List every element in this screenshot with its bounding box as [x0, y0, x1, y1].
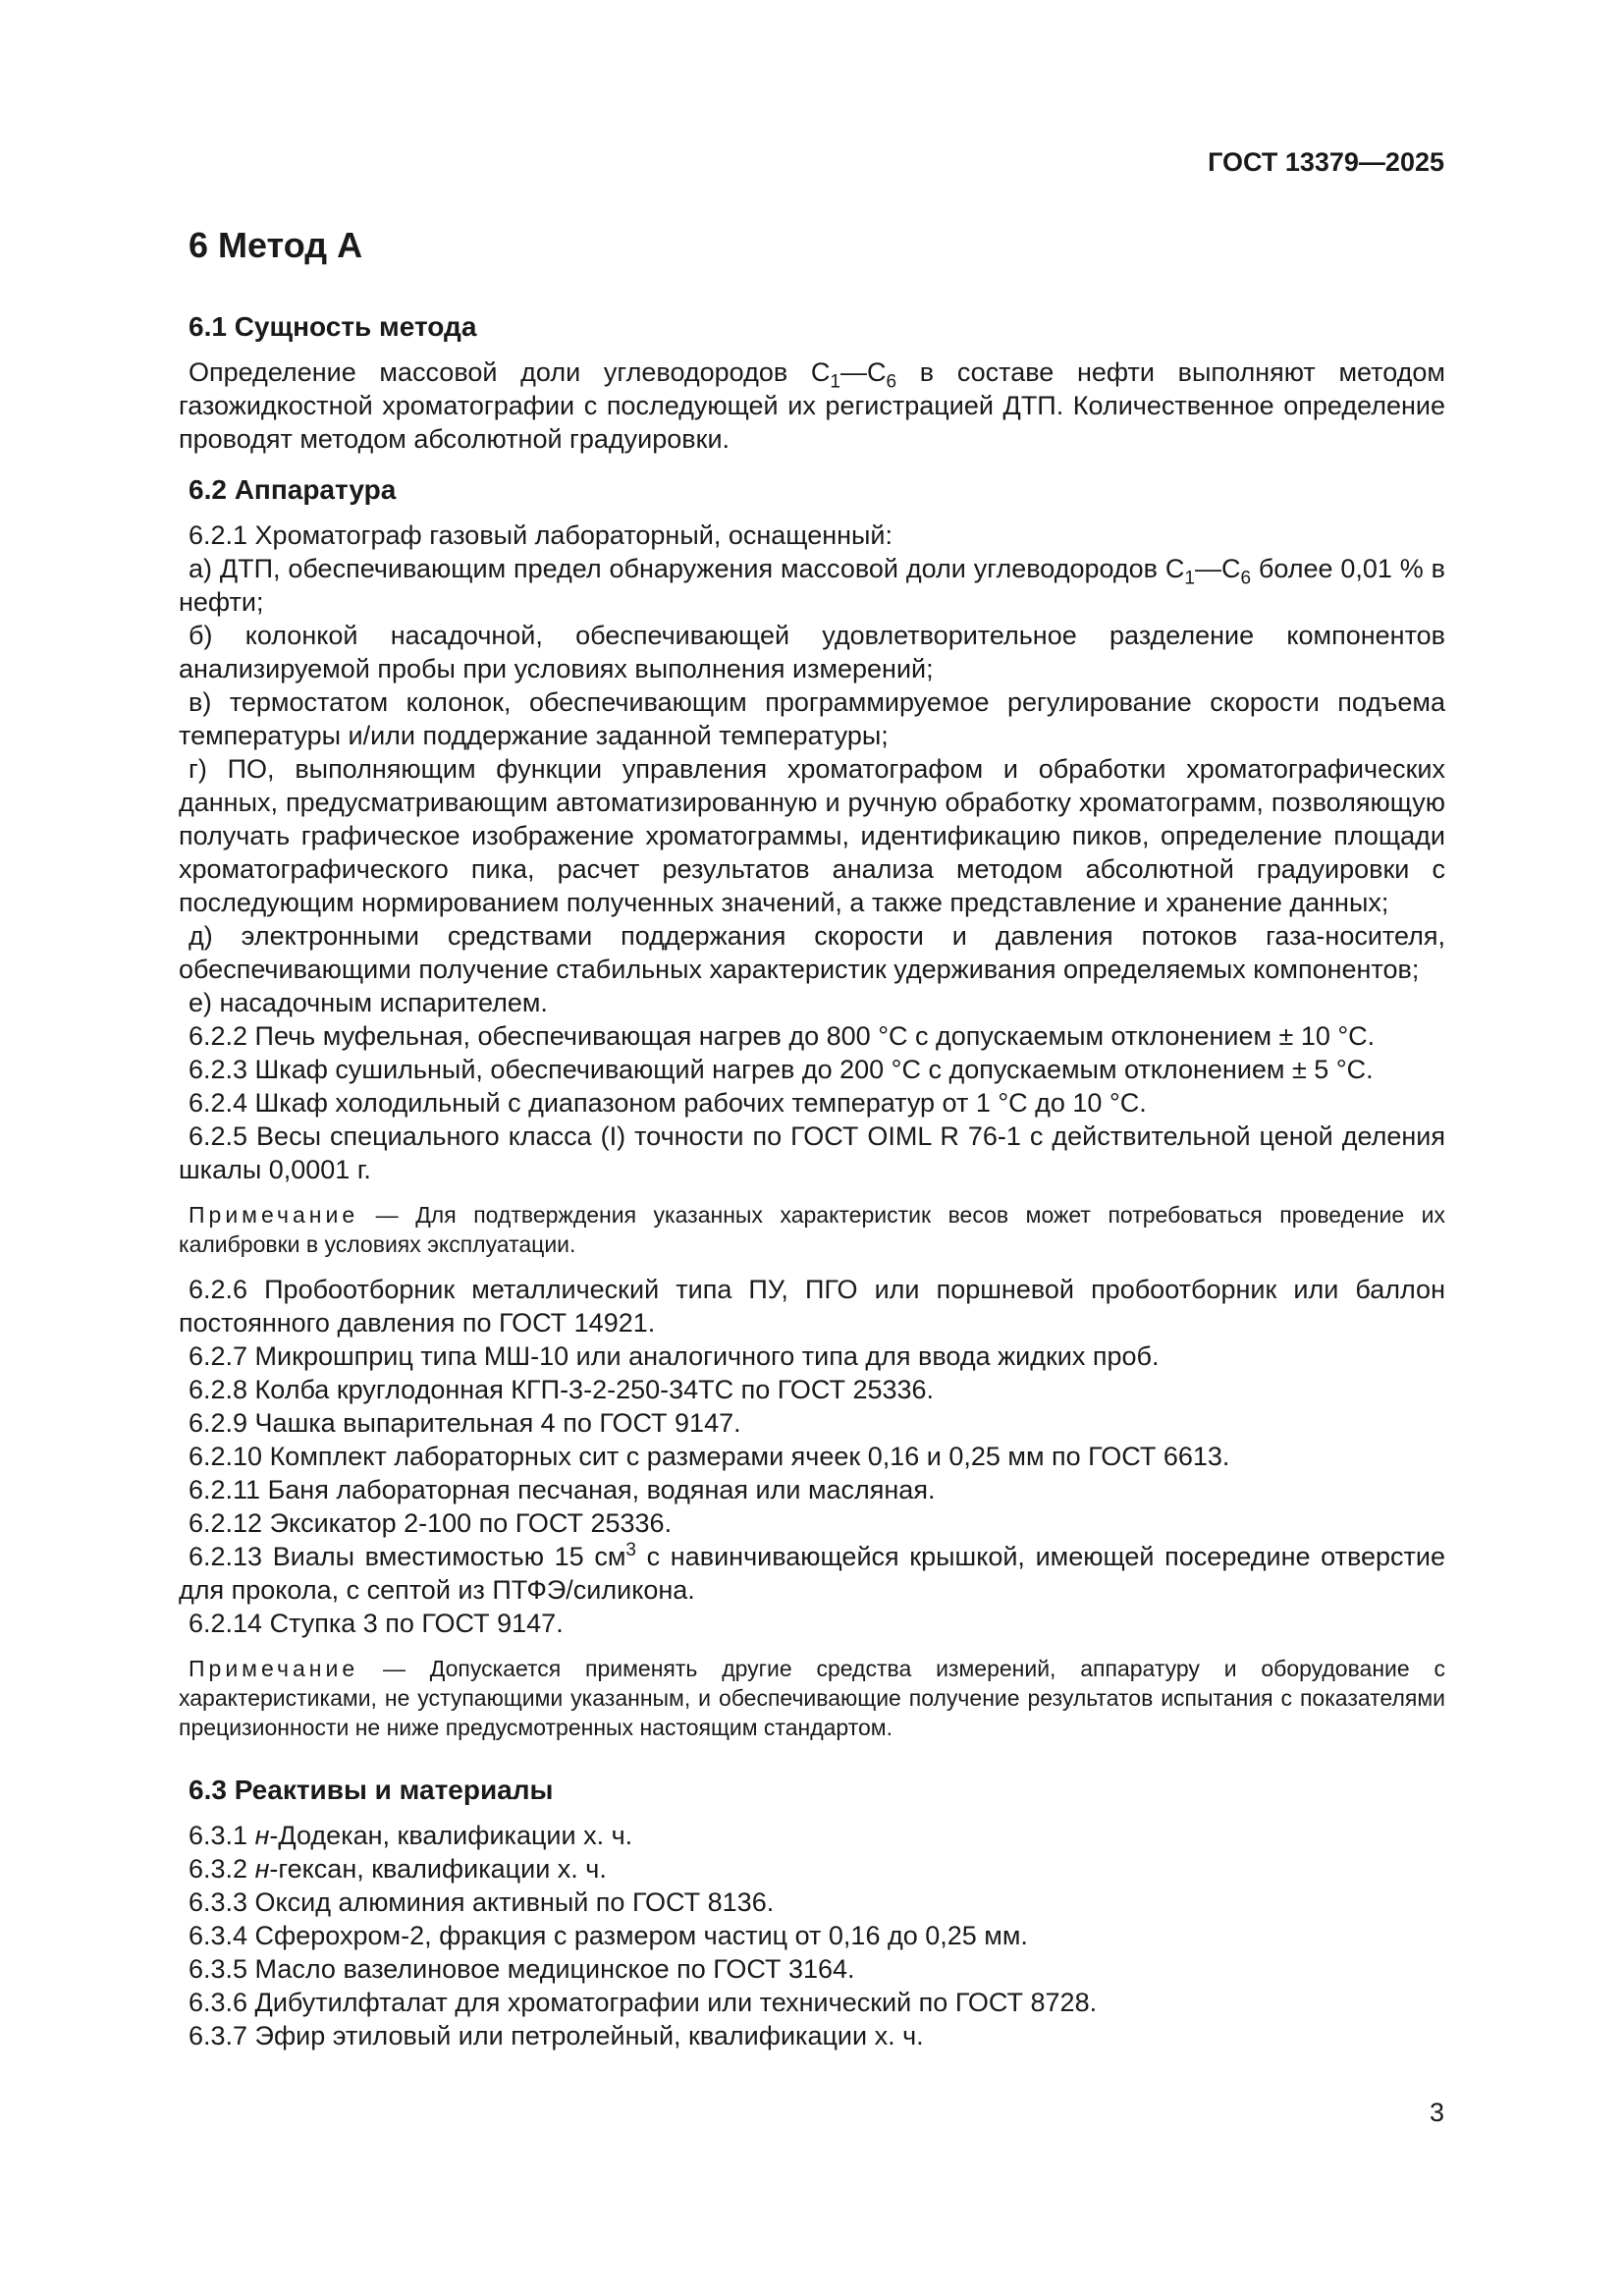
- standard-code: ГОСТ 13379—2025: [1208, 147, 1444, 177]
- item-6-3-3: 6.3.3 Оксид алюминия активный по ГОСТ 8136.: [189, 1887, 775, 1917]
- item-6-3-1: 6.3.1 н-Додекан, квалификации х. ч.: [189, 1821, 633, 1850]
- item-6-2-2: 6.2.2 Печь муфельная, обеспечивающая нагрев до 800 °С с допускаемым отклонением ± 10 °С.: [189, 1021, 1376, 1051]
- item-6-3-4: 6.3.4 Сферохром-2, фракция с размером частиц от 0,16 до 0,25 мм.: [189, 1921, 1028, 1950]
- item-6-2-5: 6.2.5 Весы специального класса (I) точности по ГОСТ OIML R 76-1 с действительной ценой деления шкалы 0,0001 г.: [179, 1121, 1445, 1184]
- item-6-2-13: 6.2.13 Виалы вместимостью 15 $см^3$ с навинчивающейся крышкой, имеющей посередине отверстие для прокола, с септой из ПТФЭ/силикона.: [179, 1540, 1446, 1605]
- item-6-3-2: 6.3.2 н-гексан, квалификации х. ч.: [189, 1854, 607, 1884]
- subsection-title-6-3: 6.3 Реактивы и материалы: [189, 1775, 554, 1805]
- item-6-2-1-a: а) ДТП, обеспечивающим предел обнаружения массовой доли углеводородов $С_1—С_6$ более 0,01 % в нефти;: [179, 554, 1445, 617]
- item-6-2-1-v: в) термостатом колонок, обеспечивающим программируемое регулирование скорости подъема температуры и/или поддержание заданной температуры;: [179, 687, 1445, 750]
- item-6-2-1-e: е) насадочным испарителем.: [189, 988, 548, 1017]
- item-6-2-1-g: г) ПО, выполняющим функции управления хроматографом и обработки хроматографических данных, предусматривающим автоматизированную и ручную обработку хроматограмм, позволяющую получать графическое изображение хроматограммы, идентификацию пиков, определение площади хроматографического пика, расчет результатов анализа методом абсолютной градуировки с последующим нормированием полученных значений, а также представление и хранение данных;: [179, 754, 1445, 917]
- section-title: 6 Метод А: [189, 225, 363, 265]
- item-6-2-7: 6.2.7 Микрошприц типа МШ-10 или аналогичного типа для ввода жидких проб.: [189, 1341, 1160, 1371]
- item-6-2-3: 6.2.3 Шкаф сушильный, обеспечивающий нагрев до 200 °С с допускаемым отклонением ± 5 °С.: [189, 1055, 1374, 1084]
- subsection-title-6-1: 6.1 Сущность метода: [189, 311, 477, 342]
- item-6-2-4: 6.2.4 Шкаф холодильный с диапазоном рабочих температур от 1 °С до 10 °С.: [189, 1088, 1147, 1118]
- item-6-2-1-b: б) колонкой насадочной, обеспечивающей удовлетворительное разделение компонентов анализируемой пробы при условиях выполнения измерений;: [179, 621, 1445, 683]
- page-content: [179, 224, 1445, 2052]
- subsection-title-6-2: 6.2 Аппаратура: [189, 474, 397, 505]
- page-number: 3: [1429, 2098, 1444, 2127]
- item-6-2-12: 6.2.12 Эксикатор 2-100 по ГОСТ 25336.: [189, 1508, 673, 1538]
- item-6-2-11: 6.2.11 Баня лабораторная песчаная, водяная или масляная.: [189, 1475, 936, 1504]
- item-6-2-14: 6.2.14 Ступка 3 по ГОСТ 9147.: [189, 1609, 564, 1638]
- item-6-3-6: 6.3.6 Дибутилфталат для хроматографии или технический по ГОСТ 8728.: [189, 1988, 1098, 2017]
- item-6-2-1: 6.2.1 Хроматограф газовый лабораторный, оснащенный:: [189, 520, 893, 550]
- note-2: Примечание — Допускается применять другие средства измерений, аппаратуру и оборудование с характеристиками, не уступающими указанным, и обеспечивающие получение результатов испытания с показателями прецизионности не ниже предусмотренных настоящим стандартом.: [179, 1656, 1445, 1740]
- item-6-2-6: 6.2.6 Пробоотборник металлический типа ПУ, ПГО или поршневой пробоотборник или баллон постоянного давления по ГОСТ 14921.: [179, 1275, 1445, 1338]
- item-6-2-1-d: д) электронными средствами поддержания скорости и давления потоков газа-носителя, обеспечивающими получение стабильных характеристик удерживания определяемых компонентов;: [179, 921, 1445, 984]
- item-6-3-5: 6.3.5 Масло вазелиновое медицинское по ГОСТ 3164.: [189, 1954, 855, 1984]
- note-1: Примечание — Для подтверждения указанных характеристик весов может потребоваться проведение их калибровки в условиях эксплуатации.: [179, 1202, 1445, 1257]
- item-6-2-8: 6.2.8 Колба круглодонная КГП-3-2-250-34ТС по ГОСТ 25336.: [189, 1375, 935, 1404]
- paragraph-6-1: Определение массовой доли углеводородов $С_1—С_6$ в составе нефти выполняют методом газожидкостной хроматографии с последующей их регистрацией ДТП. Количественное определение проводят методом абсолютной градуировки.: [179, 357, 1445, 454]
- item-6-3-7: 6.3.7 Эфир этиловый или петролейный, квалификации х. ч.: [189, 2021, 924, 2050]
- item-6-2-9: 6.2.9 Чашка выпарительная 4 по ГОСТ 9147.: [189, 1408, 741, 1438]
- item-6-2-10: 6.2.10 Комплект лабораторных сит с размерами ячеек 0,16 и 0,25 мм по ГОСТ 6613.: [189, 1442, 1230, 1471]
